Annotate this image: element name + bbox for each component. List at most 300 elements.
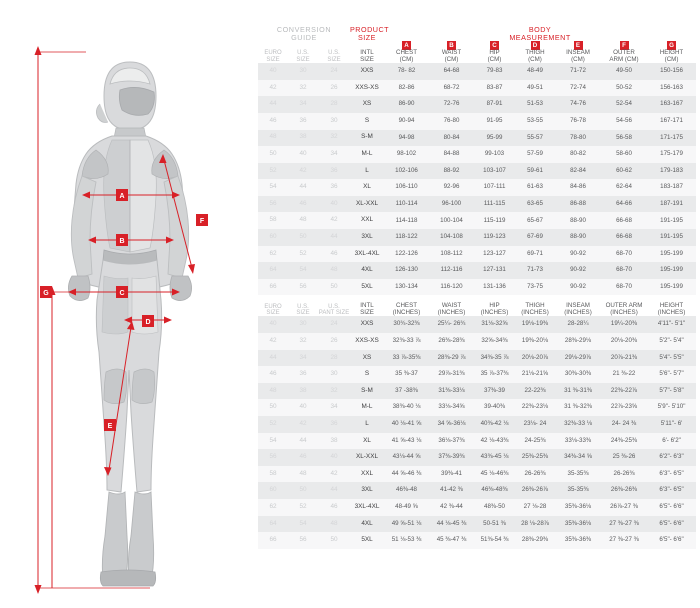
col-us-size: U.S. SIZE <box>296 50 310 63</box>
table-row[interactable] <box>258 482 696 499</box>
cell-us-pant: 32 <box>318 130 350 147</box>
cell-height: 187-191 <box>647 196 696 213</box>
cell-inseam: 32⅜-33 ⅛ <box>555 416 601 433</box>
cell-us-pant: 36 <box>318 179 350 196</box>
cell-hip: 31⅛-32⅝ <box>474 316 515 333</box>
conversion-guide-title: CONVERSION GUIDE <box>276 25 332 42</box>
cell-us-pant: 40 <box>318 449 350 466</box>
cell-intl: 3XL <box>350 229 384 246</box>
cell-us-pant: 42 <box>318 212 350 229</box>
cell-thigh: 48-49 <box>515 63 555 80</box>
cell-intl: XS <box>350 96 384 113</box>
cell-hip: 115-119 <box>474 212 515 229</box>
cell-us-size: 38 <box>288 383 318 400</box>
cell-hip: 42 ⅛-43⅜ <box>474 433 515 450</box>
table-row[interactable] <box>258 416 696 433</box>
cell-hip: 50-51 ⅜ <box>474 516 515 533</box>
cell-height: 195-199 <box>647 279 696 296</box>
cell-waist: 92-96 <box>429 179 474 196</box>
cell-us-pant: 38 <box>318 433 350 450</box>
cell-hip: 34⅜-35 ⅞ <box>474 350 515 367</box>
cell-inseam: 31 ⅜-31⅜ <box>555 383 601 400</box>
cell-thigh: 19⅜-20⅛ <box>515 333 555 350</box>
cell-euro: 64 <box>258 516 288 533</box>
cell-hip: 46⅜-48⅜ <box>474 482 515 499</box>
col-height-cm: HEIGHT (CM) <box>659 49 684 63</box>
cell-inseam: 35-35⅜ <box>555 466 601 483</box>
cell-outer-arm: 20⅛-20⅜ <box>601 333 647 350</box>
cell-outer-arm: 49-50 <box>601 63 647 80</box>
cell-height: 5'11"- 6' <box>647 416 696 433</box>
table-row[interactable] <box>258 80 696 97</box>
cell-us-size: 50 <box>288 482 318 499</box>
cell-height: 167-171 <box>647 113 696 130</box>
cell-thigh: 53-55 <box>515 113 555 130</box>
cell-waist: 25¼- 26¾ <box>429 316 474 333</box>
cell-hip: 35 ⅞-37⅜ <box>474 366 515 383</box>
cell-us-pant: 26 <box>318 80 350 97</box>
cell-us-pant: 28 <box>318 96 350 113</box>
col-us-size-in: U.S. SIZE <box>288 303 318 316</box>
cell-chest: 94-98 <box>384 130 429 147</box>
cell-us-pant: 44 <box>318 229 350 246</box>
cell-us-size: 40 <box>288 399 318 416</box>
table-row[interactable] <box>258 366 696 383</box>
cell-thigh: 22-22⅜ <box>515 383 555 400</box>
cell-outer-arm: 22⅜-22⅞ <box>601 383 647 400</box>
rider-body <box>68 62 191 586</box>
cell-waist: 31⅜-33⅛ <box>429 383 474 400</box>
cell-outer-arm: 26⅜-26⅜ <box>601 482 647 499</box>
cell-intl: XL <box>350 433 384 450</box>
cell-hip: 95-99 <box>474 130 515 147</box>
table-row[interactable] <box>258 179 696 196</box>
cell-us-size: 48 <box>288 466 318 483</box>
size-chart-table <box>258 26 696 549</box>
cell-chest: 102-106 <box>384 163 429 180</box>
col-chest-cm: CHEST (CM) <box>396 49 417 63</box>
cell-us-pant: 28 <box>318 350 350 367</box>
cell-hip: 43⅜-45 ⅛ <box>474 449 515 466</box>
cell-hip: 39-40⅜ <box>474 399 515 416</box>
cell-intl: M-L <box>350 146 384 163</box>
cell-us-size: 30 <box>288 63 318 80</box>
cell-chest: 126-130 <box>384 262 429 279</box>
cell-intl: XXL <box>350 212 384 229</box>
cell-us-pant: 48 <box>318 516 350 533</box>
cell-intl: XS <box>350 350 384 367</box>
col-euro-size: EURO SIZE <box>264 50 282 63</box>
cell-chest: 48-49 ⅝ <box>384 499 429 516</box>
table-row[interactable] <box>258 383 696 400</box>
svg-text:F: F <box>199 218 205 225</box>
cell-thigh: 28 ⅛-28⅞ <box>515 516 555 533</box>
cell-waist: 41-42 ⅜ <box>429 482 474 499</box>
cell-euro: 46 <box>258 113 288 130</box>
cell-euro: 44 <box>258 350 288 367</box>
cell-height: 175-179 <box>647 146 696 163</box>
table-row[interactable] <box>258 399 696 416</box>
cell-intl: 3XL <box>350 482 384 499</box>
cell-waist: 34 ⅝-36⅛ <box>429 416 474 433</box>
cell-us-pant: 44 <box>318 482 350 499</box>
cell-us-size: 32 <box>288 80 318 97</box>
imperial-column-header-row <box>258 303 696 316</box>
cell-us-pant: 46 <box>318 246 350 263</box>
cell-height: 6'5"- 6'6" <box>647 532 696 549</box>
cell-height: 191-195 <box>647 212 696 229</box>
cell-chest: 98-102 <box>384 146 429 163</box>
svg-text:B: B <box>119 238 125 245</box>
cell-thigh: 61-63 <box>515 179 555 196</box>
table-row[interactable] <box>258 212 696 229</box>
cell-height: 156-163 <box>647 80 696 97</box>
cell-euro: 58 <box>258 466 288 483</box>
table-row[interactable] <box>258 246 696 263</box>
table-row[interactable] <box>258 350 696 367</box>
cell-euro: 62 <box>258 499 288 516</box>
cell-us-pant: 24 <box>318 63 350 80</box>
cell-chest: 118-122 <box>384 229 429 246</box>
cell-outer-arm: 22⅞-23⅝ <box>601 399 647 416</box>
cell-height: 191-195 <box>647 229 696 246</box>
cell-inseam: 86-88 <box>555 196 601 213</box>
table-row[interactable] <box>258 146 696 163</box>
cell-hip: 123-127 <box>474 246 515 263</box>
figure-panel <box>0 0 258 608</box>
cell-hip: 99-103 <box>474 146 515 163</box>
cell-outer-arm: 66-68 <box>601 212 647 229</box>
imperial-rows <box>258 316 696 548</box>
cell-us-size: 52 <box>288 246 318 263</box>
cell-euro: 54 <box>258 433 288 450</box>
cell-hip: 87-91 <box>474 96 515 113</box>
cell-thigh: 26⅜-26⅞ <box>515 482 555 499</box>
cell-height: 5'4"- 5'5" <box>647 350 696 367</box>
col-us-pant-size-in: U.S. PANT SIZE <box>318 303 350 316</box>
cell-height: 6'- 6'2" <box>647 433 696 450</box>
cell-inseam: 88-90 <box>555 229 601 246</box>
cell-euro: 62 <box>258 246 288 263</box>
table-row[interactable] <box>258 466 696 483</box>
cell-thigh: 51-53 <box>515 96 555 113</box>
cell-intl: 5XL <box>350 532 384 549</box>
cell-inseam: 30⅜-30⅜ <box>555 366 601 383</box>
cell-euro: 48 <box>258 130 288 147</box>
cell-waist: 88-92 <box>429 163 474 180</box>
cell-euro: 40 <box>258 316 288 333</box>
svg-text:D: D <box>145 319 151 326</box>
cell-euro: 66 <box>258 279 288 296</box>
cell-thigh: 28⅜-29⅜ <box>515 532 555 549</box>
table-row[interactable] <box>258 229 696 246</box>
cell-height: 5'9"- 5'10" <box>647 399 696 416</box>
cell-chest: 78- 82 <box>384 63 429 80</box>
cell-us-pant: 36 <box>318 416 350 433</box>
cell-outer-arm: 19¼-20⅜ <box>601 316 647 333</box>
cell-us-pant: 46 <box>318 499 350 516</box>
table-row[interactable] <box>258 279 696 296</box>
cell-intl: 4XL <box>350 516 384 533</box>
cell-us-size: 56 <box>288 279 318 296</box>
cell-thigh: 20⅛-20⅞ <box>515 350 555 367</box>
cell-chest: 32⅜-33 ⅞ <box>384 333 429 350</box>
table-row[interactable] <box>258 316 696 333</box>
cell-waist: 42 ⅜-44 <box>429 499 474 516</box>
cell-thigh: 21⅛-21⅝ <box>515 366 555 383</box>
cell-chest: 43⅛-44 ⅝ <box>384 449 429 466</box>
cell-height: 195-199 <box>647 262 696 279</box>
cell-intl: S-M <box>350 383 384 400</box>
cell-chest: 51 ⅛-53 ⅜ <box>384 532 429 549</box>
cell-chest: 130-134 <box>384 279 429 296</box>
cell-hip: 79-83 <box>474 63 515 80</box>
cell-us-pant: 24 <box>318 316 350 333</box>
cell-euro: 54 <box>258 179 288 196</box>
cell-intl: 5XL <box>350 279 384 296</box>
cell-height: 163-167 <box>647 96 696 113</box>
col-waist-in: WAIST (INCHES) <box>429 303 474 316</box>
cell-chest: 86-90 <box>384 96 429 113</box>
cell-euro: 60 <box>258 229 288 246</box>
badge-c: C <box>490 41 499 50</box>
helmet <box>96 62 156 130</box>
cell-thigh: 65-67 <box>515 212 555 229</box>
cell-waist: 108-112 <box>429 246 474 263</box>
table-row[interactable] <box>258 196 696 213</box>
col-intl-size-in: INTL SIZE <box>350 303 384 316</box>
cell-euro: 40 <box>258 63 288 80</box>
col-hip-in: HIP (INCHES) <box>474 303 515 316</box>
cell-hip: 48⅜-50 <box>474 499 515 516</box>
cell-hip: 51⅜-54 ⅜ <box>474 532 515 549</box>
cell-hip: 40⅜-42 ⅛ <box>474 416 515 433</box>
cell-waist: 68-72 <box>429 80 474 97</box>
cell-us-pant: 50 <box>318 279 350 296</box>
cell-inseam: 28-28¼ <box>555 316 601 333</box>
cell-height: 5'6"- 5'7" <box>647 366 696 383</box>
cell-height: 6'2"- 6'3" <box>647 449 696 466</box>
badge-b: B <box>447 41 456 50</box>
cell-waist: 44 ⅛-45 ⅜ <box>429 516 474 533</box>
table-row[interactable] <box>258 499 696 516</box>
cell-inseam: 90-92 <box>555 279 601 296</box>
col-outer-arm-cm: OUTER ARM (CM) <box>609 49 639 63</box>
cell-us-size: 30 <box>288 316 318 333</box>
col-euro-size-in: EURO SIZE <box>258 303 288 316</box>
cell-us-pant: 48 <box>318 262 350 279</box>
cell-thigh: 59-61 <box>515 163 555 180</box>
cell-intl: 4XL <box>350 262 384 279</box>
cell-chest: 49 ⅝-51 ⅛ <box>384 516 429 533</box>
col-chest-in: CHEST (INCHES) <box>384 303 429 316</box>
cell-waist: 29⅞-31⅜ <box>429 366 474 383</box>
cell-euro: 48 <box>258 383 288 400</box>
cell-inseam: 80-82 <box>555 146 601 163</box>
table-row[interactable] <box>258 262 696 279</box>
cell-inseam: 78-80 <box>555 130 601 147</box>
cell-thigh: 71-73 <box>515 262 555 279</box>
cell-euro: 42 <box>258 333 288 350</box>
cell-hip: 32⅝-34⅜ <box>474 333 515 350</box>
cell-hip: 127-131 <box>474 262 515 279</box>
cell-us-size: 48 <box>288 212 318 229</box>
cell-intl: XL <box>350 179 384 196</box>
cell-thigh: 19⅛-19⅜ <box>515 316 555 333</box>
cell-euro: 50 <box>258 399 288 416</box>
cell-waist: 116-120 <box>429 279 474 296</box>
cell-outer-arm: 26⅞-27 ⅜ <box>601 499 647 516</box>
cell-outer-arm: 24- 24 ⅜ <box>601 416 647 433</box>
cell-inseam: 88-90 <box>555 212 601 229</box>
cell-inseam: 71-72 <box>555 63 601 80</box>
badge-d: D <box>531 41 540 50</box>
badge-f: F <box>620 41 629 50</box>
table-row[interactable] <box>258 96 696 113</box>
cell-height: 6'5"- 6'6" <box>647 516 696 533</box>
cell-waist: 39⅜-41 <box>429 466 474 483</box>
cell-thigh: 22⅜-23⅛ <box>515 399 555 416</box>
cell-chest: 106-110 <box>384 179 429 196</box>
table-row[interactable] <box>258 130 696 147</box>
metric-rows <box>258 63 696 295</box>
cell-outer-arm: 26-26⅜ <box>601 466 647 483</box>
cell-height: 183-187 <box>647 179 696 196</box>
cell-thigh: 67-69 <box>515 229 555 246</box>
cell-inseam: 82-84 <box>555 163 601 180</box>
svg-text:G: G <box>43 290 49 297</box>
cell-waist: 84-88 <box>429 146 474 163</box>
cell-hip: 131-136 <box>474 279 515 296</box>
cell-chest: 82-86 <box>384 80 429 97</box>
col-outer-arm-in: OUTER ARM (INCHES) <box>601 303 647 316</box>
cell-us-pant: 30 <box>318 366 350 383</box>
table-row[interactable] <box>258 532 696 549</box>
table-row[interactable] <box>258 113 696 130</box>
cell-inseam: 35⅜-36⅜ <box>555 532 601 549</box>
cell-intl: XXS <box>350 316 384 333</box>
table-row[interactable] <box>258 516 696 533</box>
cell-hip: 119-123 <box>474 229 515 246</box>
cell-outer-arm: 68-70 <box>601 262 647 279</box>
cell-us-size: 34 <box>288 350 318 367</box>
cell-euro: 42 <box>258 80 288 97</box>
cell-euro: 52 <box>258 163 288 180</box>
cell-us-size: 44 <box>288 433 318 450</box>
col-height-in: HEIGHT (INCHES) <box>647 303 696 316</box>
cell-inseam: 90-92 <box>555 262 601 279</box>
cell-waist: 45 ⅜-47 ⅜ <box>429 532 474 549</box>
cell-thigh: 57-59 <box>515 146 555 163</box>
cell-height: 195-199 <box>647 246 696 263</box>
cell-inseam: 35-35⅜ <box>555 482 601 499</box>
cell-intl: XXS-XS <box>350 333 384 350</box>
cell-us-pant: 30 <box>318 113 350 130</box>
cell-outer-arm: 24⅜-25⅜ <box>601 433 647 450</box>
cell-hip: 103-107 <box>474 163 515 180</box>
cell-inseam: 33⅛-33⅜ <box>555 433 601 450</box>
cell-us-size: 34 <box>288 96 318 113</box>
cell-intl: L <box>350 416 384 433</box>
cell-inseam: 34⅜-34 ⅝ <box>555 449 601 466</box>
rider-measurement-diagram <box>0 0 258 608</box>
cell-thigh: 63-65 <box>515 196 555 213</box>
cell-height: 6'3"- 6'5" <box>647 482 696 499</box>
cell-us-pant: 40 <box>318 196 350 213</box>
cell-inseam: 76-78 <box>555 113 601 130</box>
cell-hip: 83-87 <box>474 80 515 97</box>
cell-waist: 28⅜-29 ⅞ <box>429 350 474 367</box>
cell-outer-arm: 68-70 <box>601 246 647 263</box>
cell-intl: 3XL-4XL <box>350 246 384 263</box>
cell-euro: 60 <box>258 482 288 499</box>
cell-chest: 90-94 <box>384 113 429 130</box>
col-thigh-cm: THIGH (CM) <box>525 49 545 63</box>
cell-intl: XXS-XS <box>350 80 384 97</box>
cell-us-pant: 36 <box>318 163 350 180</box>
cell-outer-arm: 54-56 <box>601 113 647 130</box>
cell-euro: 66 <box>258 532 288 549</box>
cell-us-size: 38 <box>288 130 318 147</box>
cell-us-size: 46 <box>288 196 318 213</box>
cell-outer-arm: 56-58 <box>601 130 647 147</box>
cell-us-size: 46 <box>288 449 318 466</box>
cell-us-pant: 42 <box>318 466 350 483</box>
cell-us-size: 36 <box>288 113 318 130</box>
cell-inseam: 72-74 <box>555 80 601 97</box>
cell-outer-arm: 62-64 <box>601 179 647 196</box>
table-row[interactable] <box>258 63 696 80</box>
cell-waist: 96-100 <box>429 196 474 213</box>
table-row[interactable] <box>258 449 696 466</box>
cell-intl: M-L <box>350 399 384 416</box>
cell-intl: XXL <box>350 466 384 483</box>
table-row[interactable] <box>258 433 696 450</box>
cell-height: 5'2"- 5'4" <box>647 333 696 350</box>
col-hip-cm: HIP (CM) <box>487 49 502 63</box>
group-title-row <box>258 26 696 41</box>
badge-g: G <box>667 41 676 50</box>
cell-chest: 33 ⅞-35⅜ <box>384 350 429 367</box>
cell-us-size: 42 <box>288 416 318 433</box>
table-row[interactable] <box>258 163 696 180</box>
cell-hip: 111-115 <box>474 196 515 213</box>
cell-height: 5'7"- 5'8" <box>647 383 696 400</box>
cell-intl: XXS <box>350 63 384 80</box>
svg-text:E: E <box>107 423 113 430</box>
cell-us-pant: 34 <box>318 146 350 163</box>
cell-hip: 37⅜-39 <box>474 383 515 400</box>
cell-euro: 56 <box>258 196 288 213</box>
cell-us-pant: 34 <box>318 399 350 416</box>
badge-a: A <box>402 41 411 50</box>
table-row[interactable] <box>258 333 696 350</box>
cell-chest: 37 -38⅜ <box>384 383 429 400</box>
cell-inseam: 29⅛-29⅞ <box>555 350 601 367</box>
cell-waist: 112-116 <box>429 262 474 279</box>
cell-intl: S-M <box>350 130 384 147</box>
cell-us-size: 56 <box>288 532 318 549</box>
cell-height: 6'3"- 6'5" <box>647 466 696 483</box>
cell-euro: 58 <box>258 212 288 229</box>
cell-inseam: 84-86 <box>555 179 601 196</box>
cell-chest: 40 ⅛-41 ⅝ <box>384 416 429 433</box>
cell-chest: 110-114 <box>384 196 429 213</box>
cell-height: 6'5"- 6'6" <box>647 499 696 516</box>
cell-height: 179-183 <box>647 163 696 180</box>
cell-hip: 91-95 <box>474 113 515 130</box>
cell-waist: 33⅛-34⅝ <box>429 399 474 416</box>
